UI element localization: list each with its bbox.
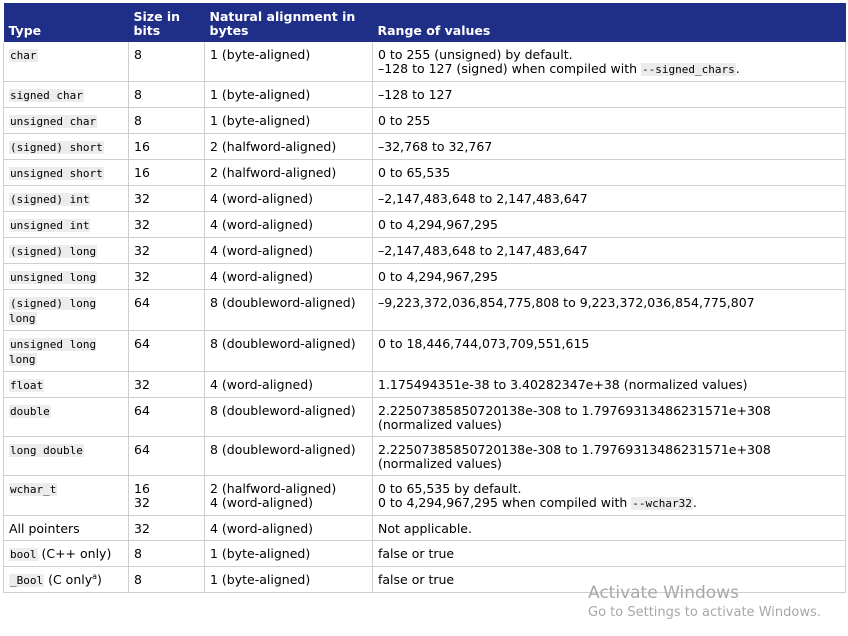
table-row [4,290,846,331]
alignment-value: 8 (doubleword-aligned) [210,442,356,457]
type-code: long double [10,444,83,457]
size-cell [129,134,205,160]
size-cell [129,264,205,290]
type-cell [4,212,129,238]
type-code: unsigned long [10,271,97,284]
range-value: –2,147,483,648 to 2,147,483,647 [378,191,588,206]
alignment-value: 1 (byte-aligned) [210,113,311,128]
alignment-cell [205,238,373,264]
range-value: 0 to 4,294,967,295 [378,217,498,232]
alignment-cell [205,290,373,331]
type-code: char [10,49,37,62]
range-value-2: (normalized values) [378,456,502,471]
range-cell [373,212,846,238]
alignment-value: 2 (halfword-aligned) [210,481,337,496]
alignment-value: 8 (doubleword-aligned) [210,295,356,310]
alignment-value: 8 (doubleword-aligned) [210,403,356,418]
size-value: 16 [134,165,150,180]
type-code: signed char [10,89,83,102]
table-row [4,186,846,212]
alignment-value: 4 (word-aligned) [210,269,314,284]
table-row [4,264,846,290]
header-size: Size in bits [129,3,205,42]
type-cell [4,108,129,134]
size-cell [129,82,205,108]
range-cell [373,437,846,476]
range-line-2 [378,496,840,511]
alignment-cell [205,398,373,437]
size-value: 16 [134,481,150,496]
size-cell [129,437,205,476]
header-range: Range of values [373,3,846,42]
alignment-value-2: 4 (word-aligned) [210,495,314,510]
alignment-value: 4 (word-aligned) [210,521,314,536]
range-cell [373,186,846,212]
range-value: Not applicable. [378,521,472,536]
alignment-value: 1 (byte-aligned) [210,47,311,62]
range-value-2: 0 to 4,294,967,295 when compiled with [378,495,632,510]
range-cell [373,476,846,516]
size-cell [129,398,205,437]
type-suffix: (C only [44,572,93,587]
size-cell [129,372,205,398]
alignment-cell [205,476,373,516]
header-type: Type [4,3,129,42]
range-cell [373,398,846,437]
range-cell [373,290,846,331]
watermark-subtitle: Go to Settings to activate Windows. [588,605,821,620]
alignment-cell [205,134,373,160]
alignment-cell [205,541,373,567]
type-code: unsigned int [10,219,90,232]
size-value: 8 [134,87,142,102]
type-cell [4,331,129,372]
type-cell [4,516,129,541]
size-cell [129,290,205,331]
size-value: 32 [134,243,150,258]
alignment-cell [205,42,373,82]
table-row [4,82,846,108]
table-row [4,160,846,186]
range-cell [373,82,846,108]
range-value-2-end: . [735,61,740,76]
range-value: 0 to 255 [378,113,431,128]
size-cell [129,567,205,593]
alignment-cell [205,212,373,238]
table-row [4,108,846,134]
type-suffix: (C++ only) [37,546,112,561]
type-cell [4,437,129,476]
compiler-option-code: --wchar32 [632,497,692,510]
alignment-value: 1 (byte-aligned) [210,546,311,561]
alignment-cell [205,160,373,186]
range-value: 2.22507385850720138e-308 to 1.79769313486231571e+308 [378,403,771,418]
size-value: 32 [134,269,150,284]
size-value: 8 [134,572,142,587]
compiler-option-code: --signed_chars [642,63,735,76]
type-code: unsigned char [10,115,97,128]
range-value: 0 to 65,535 by default. [378,481,522,496]
watermark-title: Activate Windows [588,583,739,603]
type-cell [4,290,129,331]
size-value: 8 [134,47,142,62]
table-row [4,437,846,476]
size-cell [129,160,205,186]
alignment-value: 1 (byte-aligned) [210,87,311,102]
type-code: (signed) int [10,193,90,206]
range-value: false or true [378,572,455,587]
alignment-cell [205,264,373,290]
table-body [4,42,846,593]
alignment-cell [205,516,373,541]
alignment-value: 2 (halfword-aligned) [210,165,337,180]
range-value-2-end: . [692,495,697,510]
size-value-2: 32 [134,495,150,510]
size-value: 64 [134,403,150,418]
range-value: –9,223,372,036,854,775,808 to 9,223,372,036,854,775,807 [378,295,755,310]
table-row [4,567,846,593]
table-row [4,212,846,238]
alignment-cell [205,82,373,108]
alignment-cell [205,567,373,593]
size-value: 32 [134,191,150,206]
range-value: 2.22507385850720138e-308 to 1.79769313486231571e+308 [378,442,771,457]
alignment-value: 4 (word-aligned) [210,243,314,258]
alignment-cell [205,108,373,134]
size-cell [129,108,205,134]
range-line-2 [378,457,840,471]
size-cell [129,476,205,516]
type-code: (signed) long long [9,297,97,325]
type-cell [4,134,129,160]
range-value: 0 to 255 (unsigned) by default. [378,47,573,62]
range-cell [373,238,846,264]
type-code: unsigned short [10,167,103,180]
table-row [4,372,846,398]
type-code: float [10,379,44,392]
range-value: false or true [378,546,455,561]
range-value: –2,147,483,648 to 2,147,483,647 [378,243,588,258]
type-cell [4,238,129,264]
range-value: –32,768 to 32,767 [378,139,493,154]
type-code: (signed) short [10,141,103,154]
range-line-2 [378,418,840,432]
range-cell [373,264,846,290]
range-value-2: (normalized values) [378,417,502,432]
type-cell [4,567,129,593]
footnote-marker: a [92,571,98,581]
size-cell [129,186,205,212]
range-cell [373,567,846,593]
size-value: 8 [134,113,142,128]
range-cell [373,42,846,82]
size-value: 32 [134,377,150,392]
range-value-2: –128 to 127 (signed) when compiled with [378,61,642,76]
table-row [4,331,846,372]
size-cell [129,541,205,567]
size-cell [129,331,205,372]
range-value: 0 to 65,535 [378,165,451,180]
alignment-cell [205,437,373,476]
range-cell [373,331,846,372]
table-row [4,516,846,541]
type-code: unsigned long long [9,338,97,366]
type-cell [4,186,129,212]
alignment-cell [205,372,373,398]
size-value: 64 [134,442,150,457]
range-cell [373,541,846,567]
size-value: 64 [134,295,150,310]
type-text: All pointers [9,521,80,536]
range-value: –128 to 127 [378,87,453,102]
size-value: 8 [134,546,142,561]
range-cell [373,160,846,186]
range-cell [373,108,846,134]
size-value: 32 [134,217,150,232]
type-code: (signed) long [10,245,97,258]
size-cell [129,238,205,264]
type-code: double [10,405,50,418]
size-value: 64 [134,336,150,351]
header-alignment: Natural alignment in bytes [205,3,373,42]
type-cell [4,541,129,567]
data-types-table [3,3,846,593]
alignment-value: 4 (word-aligned) [210,377,314,392]
size-cell [129,212,205,238]
alignment-value: 4 (word-aligned) [210,217,314,232]
type-cell [4,372,129,398]
type-code: bool [10,548,37,561]
type-code: wchar_t [10,483,57,496]
alignment-cell [205,331,373,372]
range-value: 1.175494351e-38 to 3.40282347e+38 (normalized values) [378,377,748,392]
type-cell [4,160,129,186]
alignment-cell [205,186,373,212]
type-cell [4,82,129,108]
size-cell [129,42,205,82]
size-value: 32 [134,521,150,536]
table-row [4,42,846,82]
type-cell [4,398,129,437]
table-row [4,134,846,160]
range-cell [373,516,846,541]
range-cell [373,134,846,160]
range-value: 0 to 4,294,967,295 [378,269,498,284]
table-row [4,476,846,516]
alignment-value: 4 (word-aligned) [210,191,314,206]
size-value: 16 [134,139,150,154]
table-row [4,541,846,567]
type-code: _Bool [10,574,44,587]
range-line-2 [378,62,840,77]
alignment-value: 8 (doubleword-aligned) [210,336,356,351]
type-cell [4,42,129,82]
table-row [4,398,846,437]
type-cell [4,476,129,516]
type-cell [4,264,129,290]
alignment-value: 2 (halfword-aligned) [210,139,337,154]
table-header-row [4,3,846,42]
table-row [4,238,846,264]
type-close: ) [97,572,102,587]
alignment-value: 1 (byte-aligned) [210,572,311,587]
range-value: 0 to 18,446,744,073,709,551,615 [378,336,590,351]
range-cell [373,372,846,398]
size-cell [129,516,205,541]
